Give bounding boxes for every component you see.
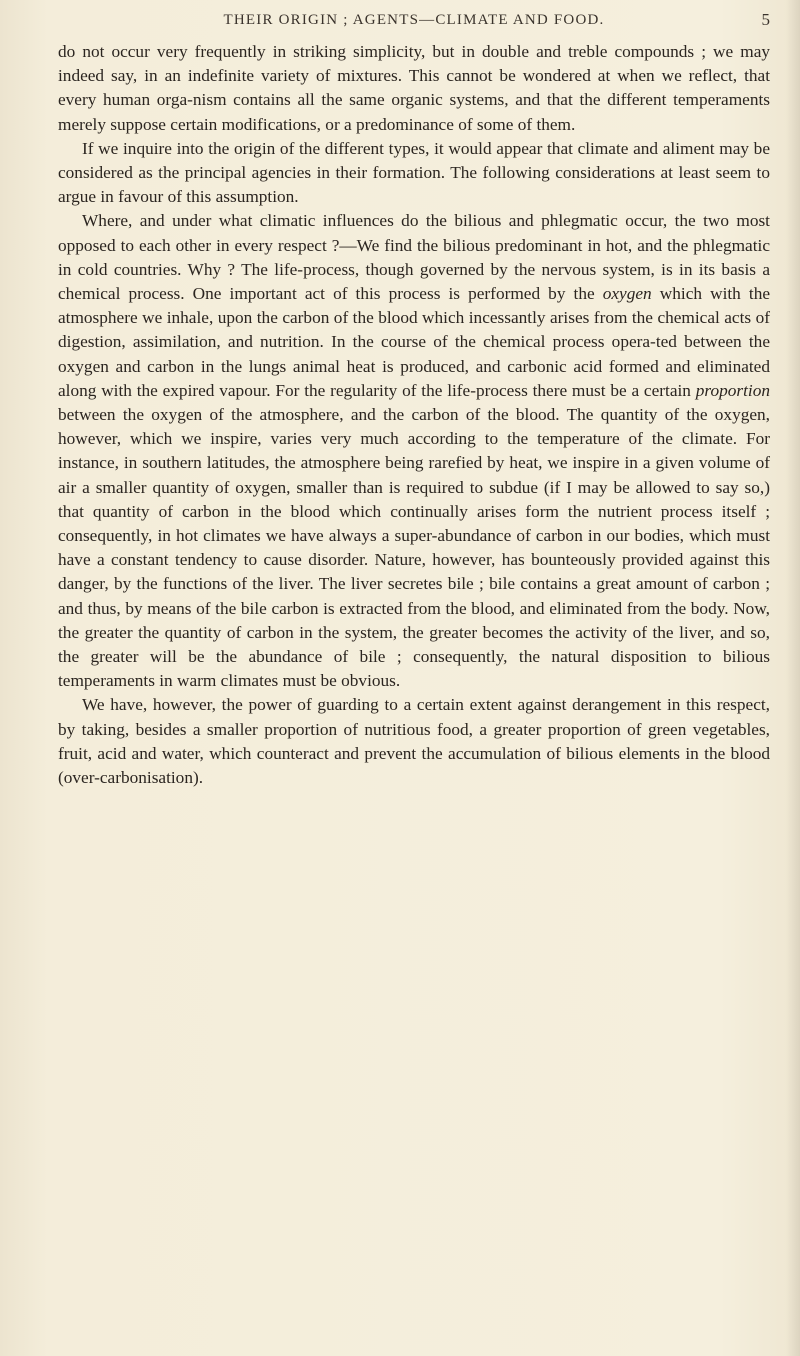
paragraph-text: between the oxygen of the atmosphere, and the carbon of the blood. The quantity of the oxygen, however, which we inspire, varies very much according to the temperature of the climate. For instance, in southern latitudes, the atmosphere being rarefied by heat, we inspire in a given volume of air a smaller quantity of oxygen, smaller than is required to subdue (if I may be allowed to say so,) that quantity of carbon in the blood which continually arises form the nutrient process itself ; consequently, in hot climates we have always a super-abundance of carbon in our bodies, which must have a constant tendency to cause disorder. Nature, however, has bounteously provided against this danger, by the functions of the liver. The liver secretes bile ; bile contains a great amount of carbon ; and thus, by means of the bile carbon is extracted from the blood, and eliminated from the body. Now, the greater the quantity of carbon in the system, the greater becomes the activity of the liver, and so, the greater will be the abundance of bile ; consequently, the natural disposition to bilious temperaments in warm climates must be obvious. — [58, 405, 770, 691]
paragraph-text: which with the atmosphere we inhale, upon the carbon of the blood which incessantly arises from the chemical acts of digestion, assimilation, and nutrition. In the course of the chemical process opera-ted between the oxygen and carbon in the lungs animal heat is produced, and carbonic acid formed and eliminated along with the expired vapour. For the regularity of the life-process there must be a certain — [58, 284, 771, 400]
body-text — [58, 40, 770, 790]
page-edge-shadow — [786, 0, 800, 1356]
page-header — [58, 6, 770, 32]
paragraph-text: Where, and under what climatic influences do the bilious and phlegmatic occur, the two most opposed to each other in every respect ?—We find the bilious predominant in hot, and the phlegmatic in cold countries. Why ? The life-process, though governed by the nervous system, is in its basis a chemical process. One important act of this process is performed by the — [58, 211, 770, 304]
paragraph — [58, 209, 770, 693]
paragraph: If we inquire into the origin of the different types, it would appear that climate and aliment may be considered as the principal agencies in their formation. The following considerations at least seem to argue in favour of this assumption. — [58, 138, 770, 207]
emphasized-term: oxygen — [602, 284, 652, 304]
paragraph: We have, however, the power of guarding to a certain extent against derangement in this respect, by taking, besides a smaller proportion of nutritious food, a greater proportion of green vegetables, fruit, acid and water, which counteract and prevent the accumulation of bilious elements in the blood (over-carbonisation). — [58, 695, 770, 788]
page-number: 5 — [761, 10, 770, 29]
emphasized-term: proportion — [695, 380, 770, 400]
paragraph: do not occur very frequently in striking simplicity, but in double and treble compounds ; we may indeed say, in an indefinite variety of mixtures. This cannot be wondered at when we reflect, that every human orga-nism contains all the same organic systems, and that the different temperaments merely suppose certain modifications, or a predominance of some of them. — [58, 42, 770, 134]
running-head: THEIR ORIGIN ; AGENTS—CLIMATE AND FOOD. — [223, 12, 605, 28]
